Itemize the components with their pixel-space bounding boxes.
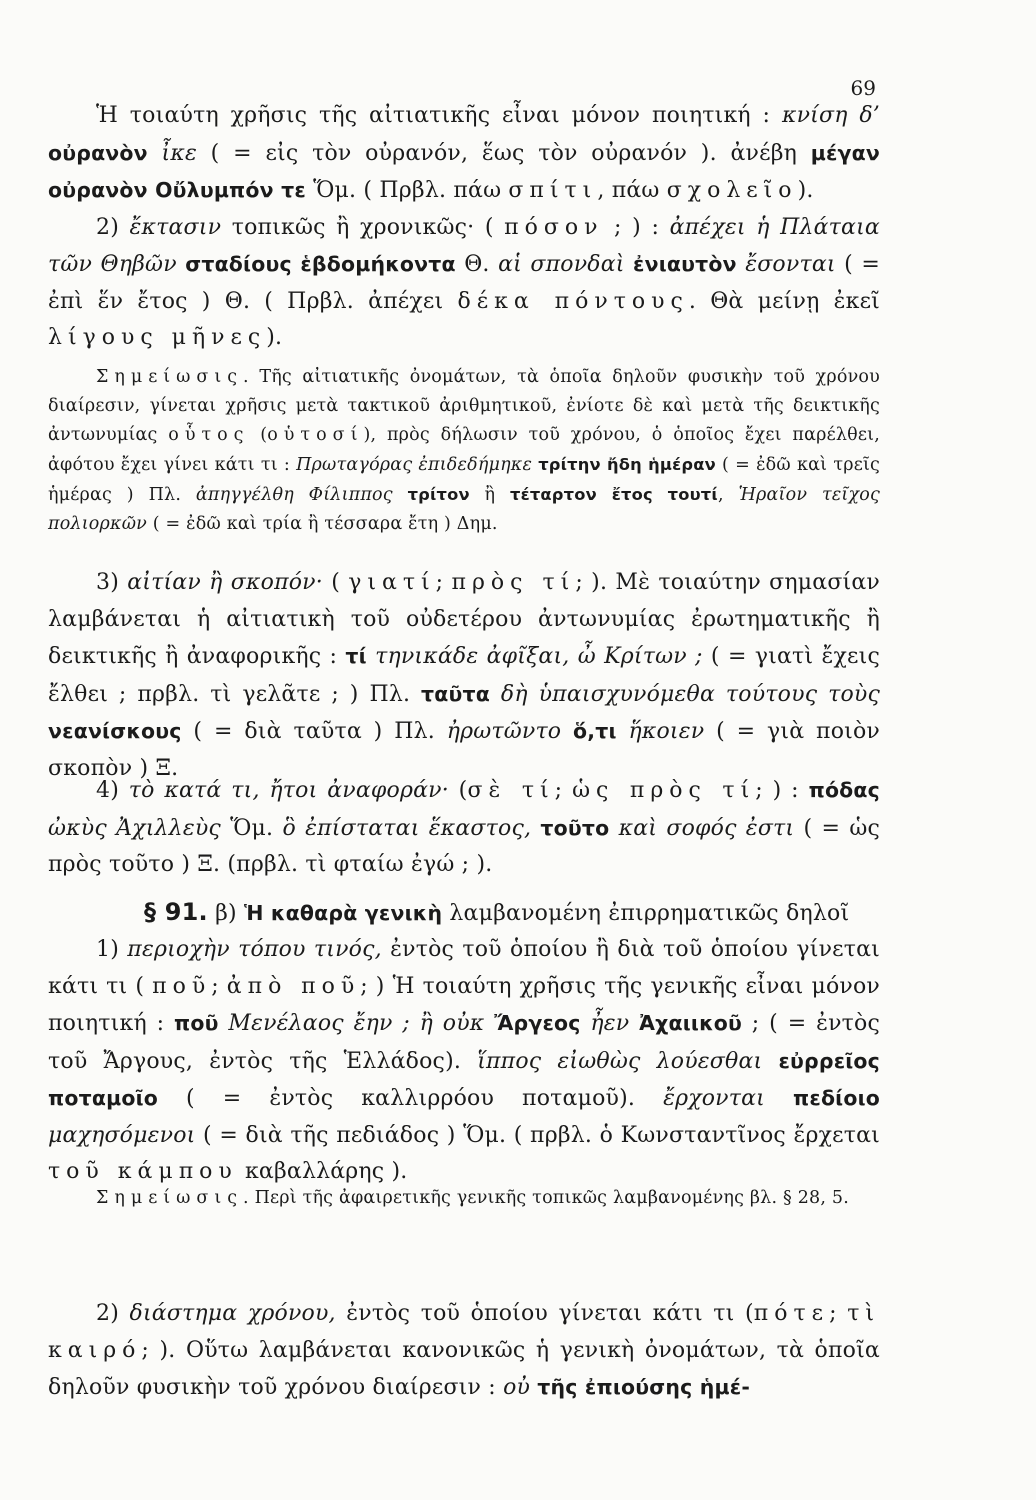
paragraph-cause-purpose: 3) αἰτίαν ἢ σκοπόν· ( γιατί; πρὸς τί; ). Μὲ τοιαύτην σημασίαν λαμβάνεται ἡ αἰτιατικὴ τοῦ οὐδετέρου ἀντωνυμίας ἐρωτηματικῆς ἢ δεικτικῆς ἢ ἀναφορικῆς : τί τηνικάδε ἀφῖξαι, ὦ Κρίτων ; ( = γιατὶ ἔχεις ἔλθει ; πρβλ. τὶ γελᾶτε ; ) Πλ. ταῦτα δὴ ὑπαισχυνόμεθα τούτους τοὺς νεανίσκους ( = διὰ ταῦτα ) Πλ. ἠρωτῶντο ὅ,τι ἥκοιεν ( = γιὰ ποιὸν σκοπὸν ) Ξ. [48,570,881,781]
paragraph-reference: 4) τὸ κατά τι, ἤτοι ἀναφοράν· (σὲ τί; ὡς πρὸς τί; ) : πόδας ὠκὺς Ἀχιλλεὺς Ὅμ. ὃ ἐπίσταται ἕκαστος, τοῦτο καὶ σοφός ἐστι ( = ὡς πρὸς τοῦτο ) Ξ. (πρβλ. τὶ φταίω ἐγώ ; ). § 91. β) Ἡ καθαρὰ γενικὴ λαμβανομένη ἐπιρρηματικῶς δηλοῖ 1) περιοχὴν τόπου τινός, ἐντὸς τοῦ ὁποίου ἢ διὰ τοῦ ὁποίου γίνεται κάτι τι ( ποῦ; ἀπὸ ποῦ; ) Ἡ τοιαύτη χρῆσις τῆς γενικῆς εἶναι μόνον ποιητική : ποῦ Μενέλαος ἔην ; ἢ οὐκ Ἄργεος ἦεν Ἀχαιικοῦ ; ( = ἐντὸς τοῦ Ἄργους, ἐντὸς τῆς Ἑλλάδος). ἵππος εἰωθὼς λούεσθαι εὐρρεῖος ποταμοῖο ( = ἐντὸς καλλιρρόου ποταμοῦ). ἔρχονται πεδίοιο μαχησόμενοι ( = διὰ τῆς πεδιάδος ) Ὅμ. ( πρβλ. ὁ Κωνσταντῖνος ἔρχεται τοῦ κάμπου καβαλλάρης ). [48,778,881,1184]
paragraph-extent: 2) ἔκτασιν τοπικῶς ἢ χρονικῶς· ( πόσον ; ) : ἀπέχει ἡ Πλάταια τῶν Θηβῶν σταδίους ἑβδομήκοντα Θ. αἱ σπονδαὶ ἐνιαυτὸν ἔσονται ( = ἐπὶ ἕν ἔτος ) Θ. ( Πρβλ. ἀπέχει δέκα πόντους. Θὰ μείνῃ ἐκεῖ λίγους μῆνες). [48,214,881,350]
note-ablative-genitive: Σημείωσις. Περὶ τῆς ἀφαιρετικῆς γενικῆς τοπικῶς λαμβανομένης βλ. § 28, 5. [96,1188,849,1208]
page-number: 69 [850,76,876,100]
paragraph-accusative-poetic: Ἡ τοιαύτη χρῆσις τῆς αἰτιατικῆς εἶναι μόνον ποιητική : κνίση δ’ οὐρανὸν ἶκε ( = εἰς τὸν οὐρανόν, ἕως τὸν οὐρανόν ). ἀνέβη μέγαν οὐρανὸν Οὔλυμπόν τε Ὅμ. ( Πρβλ. πάω σπίτι, πάω σχολεῖο). 2) ἔκτασιν τοπικῶς ἢ χρονικῶς· ( πόσον ; ) : ἀπέχει ἡ Πλάταια τῶν Θηβῶν σταδίους ἑβδομήκοντα Θ. αἱ σπονδαὶ ἐνιαυτὸν ἔσονται ( = ἐπὶ ἕν ἔτος ) Θ. ( Πρβλ. ἀπέχει δέκα πόντους. Θὰ μείνῃ ἐκεῖ λίγους μῆνες). [48,103,881,350]
paragraph-place-genitive: 1) περιοχὴν τόπου τινός, ἐντὸς τοῦ ὁποίου ἢ διὰ τοῦ ὁποίου γίνεται κάτι τι ( ποῦ; ἀπὸ ποῦ; ) Ἡ τοιαύτη χρῆσις τῆς γενικῆς εἶναι μόνον ποιητική : ποῦ Μενέλαος ἔην ; ἢ οὐκ Ἄργεος ἦεν Ἀχαιικοῦ ; ( = ἐντὸς τοῦ Ἄργους, ἐντὸς τῆς Ἑλλάδος). ἵππος εἰωθὼς λούεσθαι εὐρρεῖος ποταμοῖο ( = ἐντὸς καλλιρρόου ποταμοῦ). ἔρχονται πεδίοιο μαχησόμενοι ( = διὰ τῆς πεδιάδος ) Ὅμ. ( πρβλ. ὁ Κωνσταντῖνος ἔρχεται τοῦ κάμπου καβαλλάρης ). [48,937,881,1184]
note-time-division: Σημείωσις. Τῆς αἰτιατικῆς ὀνομάτων, τὰ ὁποῖα δηλοῦν φυσικὴν τοῦ χρόνου διαίρεσιν, γίνεται χρῆσις μετὰ τακτικοῦ ἀριθμητικοῦ, ἐνίοτε δὲ καὶ μετὰ τῆς δεικτικῆς ἀντωνυμίας οὗτος (οὑτοσί), πρὸς δήλωσιν τοῦ χρόνου, ὁ ὁποῖος ἔχει παρέλθει, ἀφότου ἔχει γίνει κάτι τι : Πρωταγόρας ἐπιδεδήμηκε τρίτην ἤδη ἡμέραν ( = ἐδῶ καὶ τρεῖς ἡμέρας ) Πλ. ἀπηγγέλθη Φίλιππος τρίτον ἢ τέταρτον ἔτος τουτί, Ἡραῖον τεῖχος πολιορκῶν ( = ἐδῶ καὶ τρία ἢ τέσσαρα ἔτη ) Δημ. [48,367,881,534]
paragraph-time-interval: 2) διάστημα χρόνου, ἐντὸς τοῦ ὁποίου γίνεται κάτι τι (πότε; τὶ καιρό; ). Οὕτω λαμβάνεται κανονικῶς ἡ γενικὴ ὀνομάτων, τὰ ὁποῖα δηλοῦν φυσικὴν τοῦ χρόνου διαίρεσιν : οὐ τῆς ἐπιούσης ἡμέ- [48,1301,880,1400]
section-91-heading: § 91. β) Ἡ καθαρὰ γενικὴ λαμβανομένη ἐπιρρηματικῶς δηλοῖ [144,897,850,926]
